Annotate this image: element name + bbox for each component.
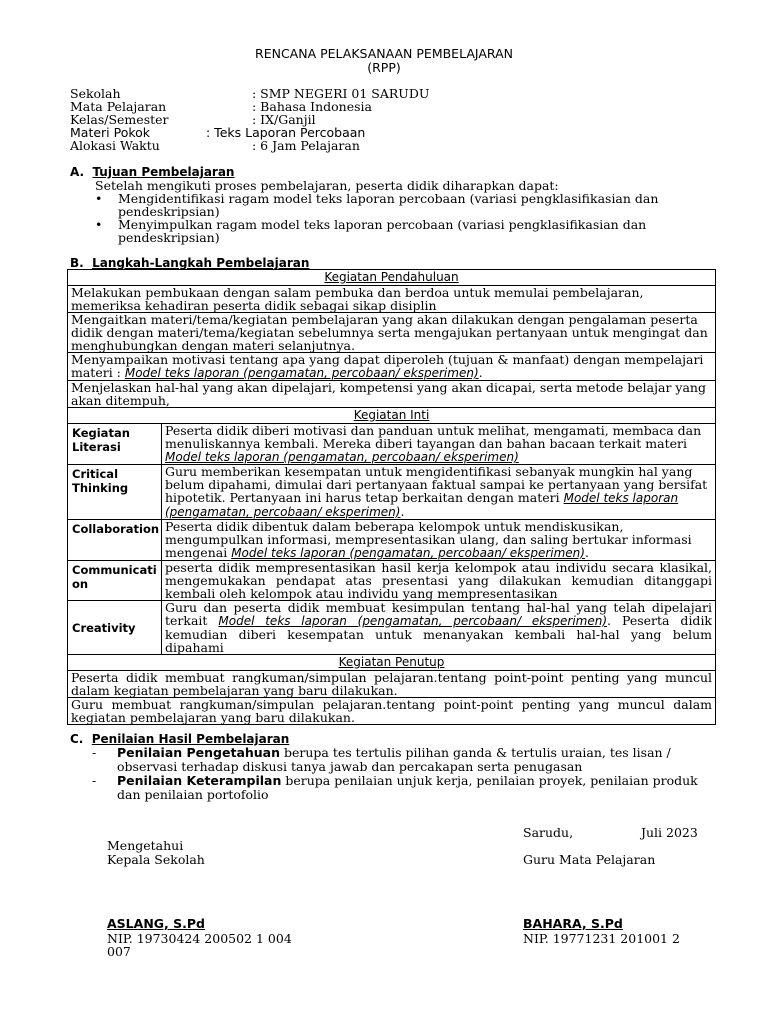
section-b-heading: B. Langkah-Langkah Pembelajaran: [70, 256, 310, 270]
table-row: [68, 655, 716, 671]
table-row: [68, 424, 716, 465]
identity-subject: Mata Pelajaran : Bahasa Indonesia: [70, 99, 372, 114]
table-row: [68, 381, 716, 408]
identity-time: Alokasi Waktu : 6 Jam Pelajaran: [70, 138, 360, 153]
table-row: [68, 520, 716, 561]
signature-left-name: ASLANG, S.Pd: [107, 916, 205, 931]
inti-text-creativity: Guru dan peserta didik membuat kesimpulan tentang hal-hal yang telah dipelajari terkait Model teks laporan (pengamatan, percobaan/ eksperimen). Peserta didik kemudian diberi kesempatan untuk menanyakan kembali hal-hal yang belum dipahami: [162, 601, 716, 655]
penutup-2: Guru membuat rangkuman/simpulan pelajaran.tentang point-point penting yang muncul dalam kegiatan pembelajaran yang baru dilakukan.: [68, 698, 716, 725]
section-c-heading: C. Penilaian Hasil Pembelajaran: [70, 732, 290, 746]
signature-left-line1: Mengetahui: [107, 838, 184, 853]
penutup-header: Kegiatan Penutup: [68, 655, 716, 671]
doc-subtitle: (RPP): [367, 60, 401, 75]
signature-date: Juli 2023: [641, 825, 698, 840]
inti-header: Kegiatan Inti: [68, 408, 716, 424]
section-a-heading: A. Tujuan Pembelajaran: [70, 165, 235, 179]
table-row: [68, 671, 716, 698]
table-row: [68, 313, 716, 353]
table-row: [68, 270, 716, 286]
penutup-1: Peserta didik membuat rangkuman/simpulan pelajaran.tentang point-point penting yang muncul dalam kegiatan pembelajaran yang baru dilakukan.: [68, 671, 716, 698]
identity-class: Kelas/Semester : IX/Ganjil: [70, 112, 316, 127]
signature-right-nip: NIP. 19771231 201001 2: [523, 931, 680, 946]
table-row: [68, 353, 716, 381]
list-item: - Penilaian Pengetahuan berupa tes tertulis pilihan ganda & tertulis uraian, tes lisan / observasi terhadap diskusi tanya jawab dan percakapan serta penugasan: [90, 746, 720, 774]
objective-list: [95, 192, 695, 244]
inti-label-critical: Critical Thinking: [68, 465, 162, 520]
table-row: [68, 286, 716, 313]
inti-label-literasi: Kegiatan Literasi: [68, 424, 162, 465]
activities-table: [67, 269, 716, 725]
table-row: [68, 561, 716, 601]
signature-right-name: BAHARA, S.Pd: [523, 916, 623, 931]
signature-left-line2: Kepala Sekolah: [107, 852, 205, 867]
list-item: • Mengidentifikasi ragam model teks laporan percobaan (variasi pengklasifikasian dan pendeskripsian): [95, 192, 695, 218]
inti-text-communication: peserta didik mempresentasikan hasil kerja kelompok atau individu secara klasikal, mengemukakan pendapat atas presentasi yang dilakukan kemudian ditanggapi kembali oleh kelompok atau individu yang mempresentasikan: [162, 561, 716, 601]
list-item: - Penilaian Keterampilan berupa penilaian unjuk kerja, penilaian proyek, penilaian produk dan penilaian portofolio: [90, 774, 720, 802]
inti-text-literasi: Peserta didik diberi motivasi dan panduan untuk melihat, mengamati, membaca dan menuliskannya kembali. Mereka diberi tayangan dan bahan bacaan terkait materi Model teks laporan (pengamatan, percobaan/ eksperimen): [162, 424, 716, 465]
identity-material: Materi Pokok : Teks Laporan Percobaan: [70, 125, 366, 140]
table-row: [68, 465, 716, 520]
signature-place: Sarudu,: [523, 825, 574, 840]
pendahuluan-header: Kegiatan Pendahuluan: [68, 270, 716, 286]
pendahuluan-3: Menyampaikan motivasi tentang apa yang dapat diperoleh (tujuan & manfaat) dengan mempelajari materi : Model teks laporan (pengamatan, percobaan/ eksperimen).: [68, 353, 716, 381]
section-a-intro: Setelah mengikuti proses pembelajaran, peserta didik diharapkan dapat:: [95, 178, 559, 193]
table-row: [68, 698, 716, 725]
inti-label-communication: Communication: [68, 561, 162, 601]
doc-title: RENCANA PELAKSANAAN PEMBELAJARAN: [255, 46, 513, 61]
inti-label-collaboration: Collaboration: [68, 520, 162, 561]
inti-text-collaboration: Peserta didik dibentuk dalam beberapa kelompok untuk mendiskusikan, mengumpulkan informasi, mempresentasikan ulang, dan saling bertukar informasi mengenai Model teks laporan (pengamatan, percobaan/ eksperimen).: [162, 520, 716, 561]
identity-school: Sekolah : SMP NEGERI 01 SARUDU: [70, 86, 430, 101]
inti-text-critical: Guru memberikan kesempatan untuk mengidentifikasi sebanyak mungkin hal yang belum dipahami, dimulai dari pertanyaan faktual sampai ke pertanyaan yang bersifat hipotetik. Pertanyaan ini harus tetap berkaitan dengan materi Model teks laporan (pengamatan, percobaan/ eksperimen).: [162, 465, 716, 520]
table-row: [68, 601, 716, 655]
pendahuluan-1: Melakukan pembukaan dengan salam pembuka dan berdoa untuk memulai pembelajaran, memeriksa kehadiran peserta didik sebagai sikap disiplin: [68, 286, 716, 313]
signature-right-line2: Guru Mata Pelajaran: [523, 852, 656, 867]
signature-left-nip-cont: 007: [107, 944, 131, 959]
inti-label-creativity: Creativity: [68, 601, 162, 655]
assessment-list: [90, 746, 720, 802]
pendahuluan-4: Menjelaskan hal-hal yang akan dipelajari, kompetensi yang akan dicapai, serta metode belajar yang akan ditempuh,: [68, 381, 716, 408]
pendahuluan-2: Mengaitkan materi/tema/kegiatan pembelajaran yang akan dilakukan dengan pengalaman peserta didik dengan materi/tema/kegiatan sebelumnya serta mengajukan pertanyaan untuk mengingat dan menghubungkan dengan materi selanjutnya.: [68, 313, 716, 353]
table-row: [68, 408, 716, 424]
list-item: • Menyimpulkan ragam model teks laporan percobaan (variasi pengklasifikasian dan pendeskripsian): [95, 218, 695, 244]
signature-left-nip: NIP. 19730424 200502 1 004: [107, 931, 292, 946]
